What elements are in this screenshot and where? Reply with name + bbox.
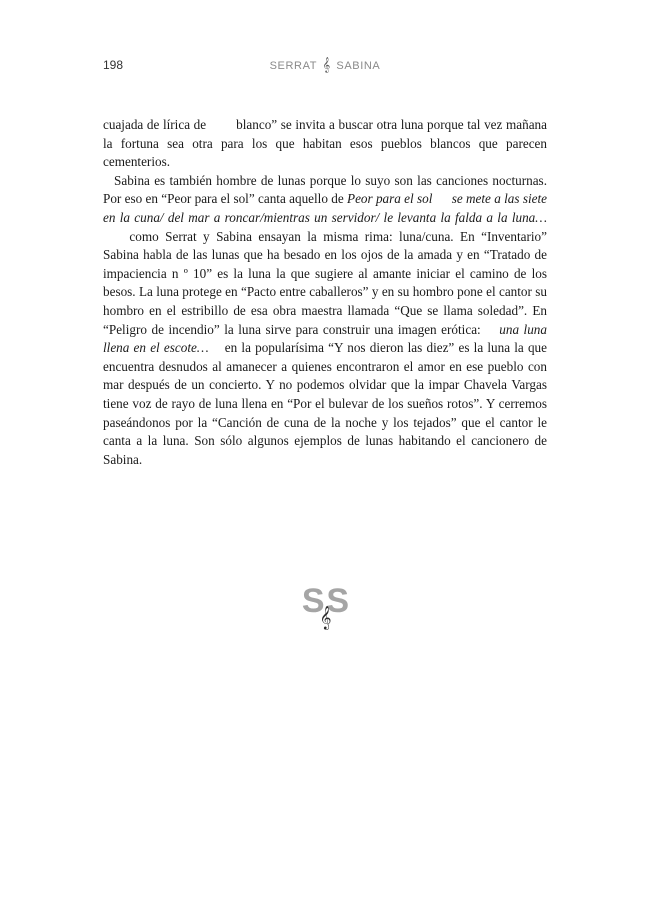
logo-treble-clef-icon: 𝄞 [319,605,331,629]
song-title-italic: Peor para el sol [347,191,433,207]
page-number: 198 [103,58,124,72]
running-head-right: SABINA [336,60,381,72]
treble-clef-icon: 𝄞 [322,58,331,73]
paragraph-1 [103,116,547,172]
paragraph-2-text-a: Sabina es también hombre de lunas porque lo suyo son las canciones nocturnas. Por eso en “Peor para el sol” canta aquello de [103,172,547,207]
paragraph-2 [103,172,547,470]
serrat-sabina-logo [0,582,650,629]
running-head [0,58,650,73]
logo-left-letter: S [301,582,324,620]
erotic-image-quote: una luna llena en el escote… [103,321,547,356]
body-text [103,116,547,469]
paragraph-2-text-b: como Serrat y Sabina ensayan la misma rima: luna/cuna. En “Inventario” Sabina habla de las lunas que ha besado en los ojos de la amada y en “Tratado de impaciencia n º 10” es la luna la que sugiere al amante iniciar el camino de los besos. La luna protege en “Pacto entre caballeros” y en su hombro pone el cantor su hombro en el estribillo de esa obra maestra llamada “Que se llama soledad”. En “Peligro de incendio” la luna sirve para construir una imagen erótica: [103,228,547,337]
paragraph-1-text-a: cuajada de lírica de [103,117,207,132]
song-quote-italic: se mete a las siete en la cuna/ del mar a roncar/mientras un servidor/ le levanta la falda a la luna… [103,191,547,225]
paragraph-1-text-b: blanco” se invita a buscar otra luna porque tal vez mañana la fortuna sea otra para los que habitan esos pueblos blancos que parecen cementerios. [103,117,548,170]
paragraph-2-text-c: en la popularísima “Y nos dieron las diez” es la luna la que encuentra desnudos al amanecer a quienes encontraron el amor en ese pueblo con mar después de un concierto. Y no podemos olvidar que la impar Chavela Vargas tiene voz de rayo de luna llena en “Por el bulevar de los sueños rotos”. Y cerremos paseándonos por la “Canción de cuna de la noche y los tejados” que el cantor le canta a la luna. Son sólo algunos ejemplos de lunas habitando el cancionero de Sabina. [103,340,548,467]
running-head-left: SERRAT [269,60,317,72]
logo-right-letter: S [326,582,349,620]
